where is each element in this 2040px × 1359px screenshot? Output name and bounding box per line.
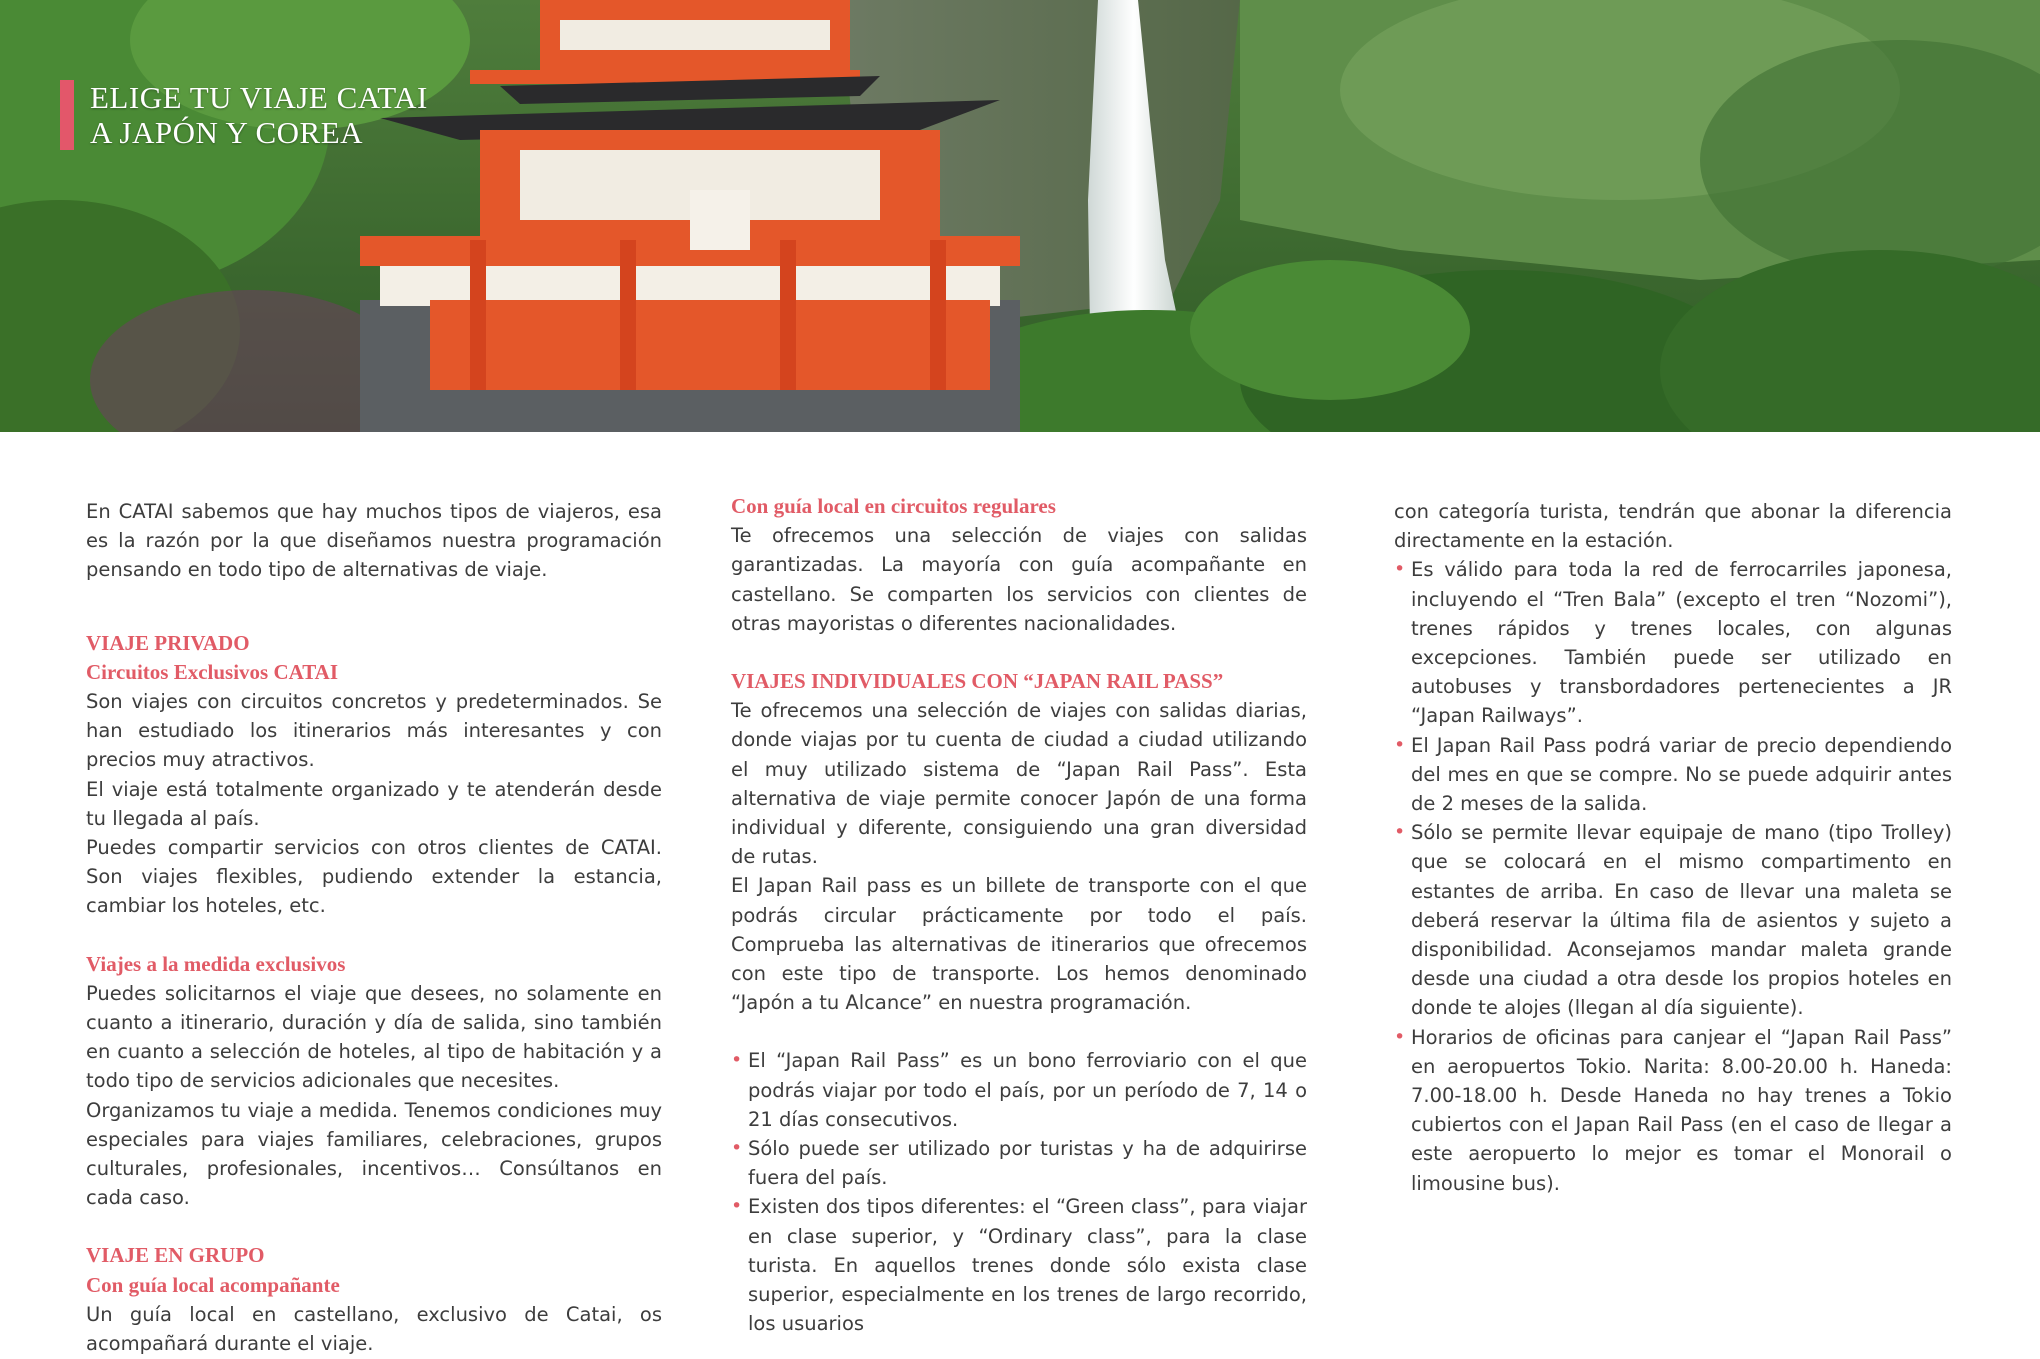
column-3 xyxy=(1394,497,1952,1198)
list-item: • Sólo se permite llevar equipaje de mano (tipo Trolley) que se colocará en el mismo compartimento en estantes de arriba. En caso de llevar una maleta se deberá reservar la última fila de asientos y sujeto a disponibilidad. Aconsejamos mandar maleta grande desde una ciudad a otra desde los propios hoteles en donde te alojes (llegan al día siguiente). xyxy=(1394,818,1952,1022)
paragraph: Puedes solicitarnos el viaje que desees, no solamente en cuanto a itinerario, duración y día de salida, sino también en cuanto a selección de hoteles, al tipo de habitación y a todo tipo de servicios adicionales que necesites. xyxy=(86,981,662,1093)
bullet-dot-icon: • xyxy=(1394,558,1406,581)
pagoda-waterfall-illustration xyxy=(0,0,2040,432)
bullet-dot-icon: • xyxy=(1394,1025,1406,1048)
list-item: • Horarios de oficinas para canjear el “Japan Rail Pass” en aeropuertos Tokio. Narita: 8.00-20.00 h. Haneda: 7.00-18.00 h. Desde Haneda no hay trenes a Tokio cubiertos con el Japan Rail Pass (en el caso de llegar a este aeropuerto lo mejor es tomar el Monorail o limousine bus). xyxy=(1394,1023,1952,1198)
paragraph: El Japan Rail pass es un billete de transporte con el que podrás circular prácticamente por todo el país. Comprueba las alternativas de itinerarios que ofrecemos con este tipo de transporte. Los hemos denominado “Japón a tu Alcance” en nuestra programación. xyxy=(731,874,1307,1015)
column-1 xyxy=(86,497,662,1358)
section-heading-japan-rail-pass: VIAJES INDIVIDUALES CON “JAPAN RAIL PASS” xyxy=(731,669,1224,694)
list-item: • Es válido para toda la red de ferrocarriles japonesa, incluyendo el “Tren Bala” (excepto el tren “Nozomi”), trenes rápidos y trenes locales, con algunas excepciones. También puede ser utilizado en autobuses y transbordadores pertenecientes a JR “Japan Railways”. xyxy=(1394,555,1952,730)
list-item: • Sólo puede ser utilizado por turistas y ha de adquirirse fuera del país. xyxy=(731,1134,1307,1192)
column-2 xyxy=(731,492,1307,1338)
bullet-dot-icon: • xyxy=(1394,733,1406,756)
paragraph: Puedes compartir servicios con otros clientes de CATAI. Son viajes flexibles, pudiendo extender la estancia, cambiar los hoteles, etc. xyxy=(86,836,662,918)
subheading-viajes-a-la-medida: Viajes a la medida exclusivos xyxy=(86,951,346,976)
title-line-1: ELIGE TU VIAJE CATAI xyxy=(90,80,428,115)
subheading-guia-local-acompanante: Con guía local acompañante xyxy=(86,1272,340,1297)
paragraph: Son viajes con circuitos concretos y predeterminados. Se han estudiado los itinerarios más interesantes y con precios muy atractivos. xyxy=(86,690,662,772)
continued-paragraph: con categoría turista, tendrán que abonar la diferencia directamente en la estación. xyxy=(1394,500,1952,553)
section-heading-viaje-privado: VIAJE PRIVADO xyxy=(86,630,250,655)
paragraph: Un guía local en castellano, exclusivo de Catai, os acompañará durante el viaje. xyxy=(86,1302,662,1356)
subheading-circuitos-exclusivos: Circuitos Exclusivos CATAI xyxy=(86,659,339,684)
list-item: • El Japan Rail Pass podrá variar de precio dependiendo del mes en que se compre. No se puede adquirir antes de 2 meses de la salida. xyxy=(1394,731,1952,819)
rail-pass-bullet-list xyxy=(731,1046,1307,1338)
bullet-dot-icon: • xyxy=(1394,821,1406,844)
list-item: • El “Japan Rail Pass” es un bono ferroviario con el que podrás viajar por todo el país, por un período de 7, 14 o 21 días consecutivos. xyxy=(731,1046,1307,1134)
section-heading-viaje-en-grupo: VIAJE EN GRUPO xyxy=(86,1243,265,1268)
paragraph: Te ofrecemos una selección de viajes con salidas diarias, donde viajas por tu cuenta de ciudad a ciudad utilizando el muy utilizado sistema de “Japan Rail Pass”. Esta alternativa de viaje permite conocer Japón de una forma individual y diferente, consiguiendo una gran diversidad de rutas. xyxy=(731,699,1307,869)
intro-paragraph: En CATAI sabemos que hay muchos tipos de viajeros, esa es la razón por la que diseñamos nuestra programación pensando en todo tipo de alternativas de viaje. xyxy=(86,500,662,582)
subheading-circuitos-regulares: Con guía local en circuitos regulares xyxy=(731,494,1056,518)
bullet-dot-icon: • xyxy=(731,1137,743,1160)
list-item: • Existen dos tipos diferentes: el “Green class”, para viajar en clase superior, y “Ordinary class”, para la clase turista. En aquellos trenes donde sólo exista clase superior, especialmente en los trenes de largo recorrido, los usuarios xyxy=(731,1192,1307,1338)
title-accent-bar xyxy=(60,80,74,150)
bullet-dot-icon: • xyxy=(731,1049,743,1072)
paragraph: Te ofrecemos una selección de viajes con salidas garantizadas. La mayoría con guía acompañante en castellano. Se comparten los servicios con clientes de otras mayoristas o diferentes nacionalidades. xyxy=(731,524,1307,635)
paragraph: El viaje está totalmente organizado y te atenderán desde tu llegada al país. xyxy=(86,777,662,830)
rail-pass-conditions-list xyxy=(1394,555,1952,1197)
bullet-dot-icon: • xyxy=(731,1195,743,1218)
paragraph: Organizamos tu viaje a medida. Tenemos condiciones muy especiales para viajes familiares, celebraciones, grupos culturales, profesionales, incentivos… Consúltanos en cada caso. xyxy=(86,1098,662,1210)
page-title xyxy=(60,80,428,150)
title-line-2: A JAPÓN Y COREA xyxy=(90,115,364,150)
hero-photo xyxy=(0,0,2040,432)
